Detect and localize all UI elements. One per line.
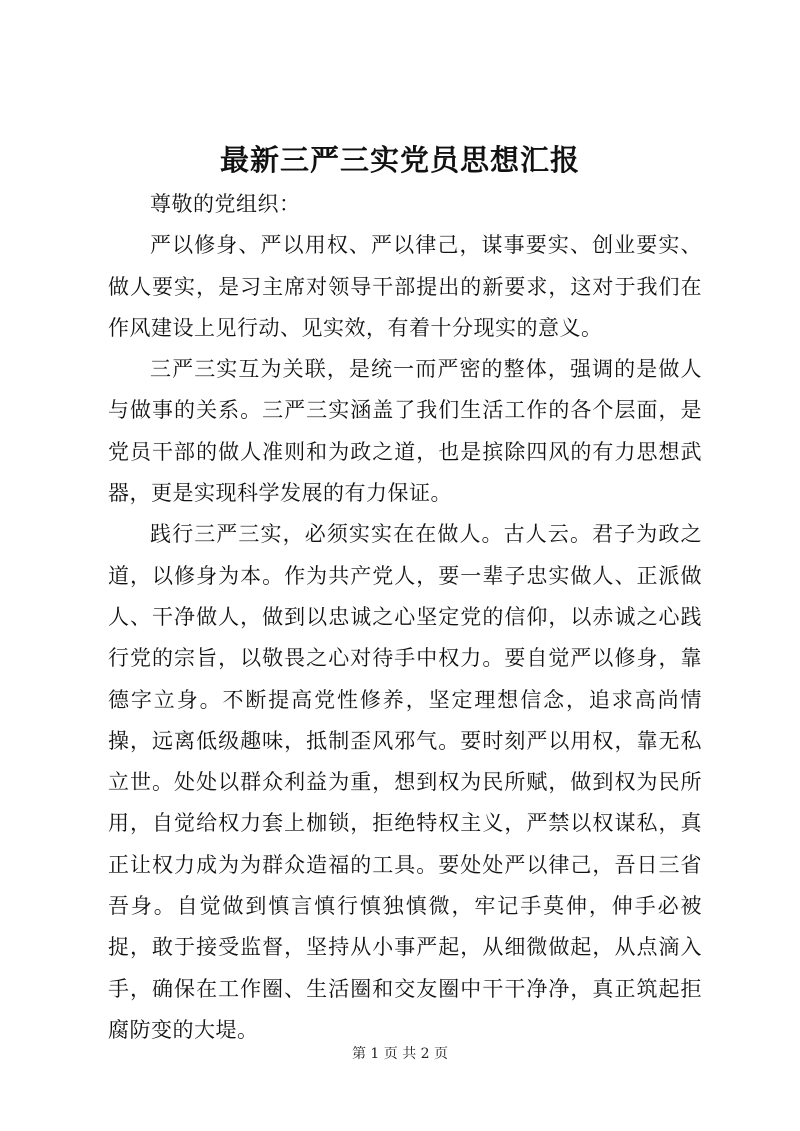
paragraph-1: 严以修身、严以用权、严以律己，谋事要实、创业要实、做人要实，是习主席对领导干部提出的新要求，这对于我们在作风建设上见行动、见实效，有着十分现实的意义。 xyxy=(108,233,702,340)
paragraph-2: 三严三实互为关联，是统一而严密的整体，强调的是做人与做事的关系。三严三实涵盖了我们生活工作的各个层面，是党员干部的做人准则和为政之道，也是摈除四风的有力思想武器，更是实现科学发展的有力保证。 xyxy=(108,357,702,506)
document-body xyxy=(108,184,702,1051)
paragraph-3: 践行三严三实，必须实实在在做人。古人云。君子为政之道，以修身为本。作为共产党人，要一辈子忠实做人、正派做人、干净做人，做到以忠诚之心坚定党的信仰，以赤诚之心践行党的宗旨，以敬畏之心对待手中权力。要自觉严以修身，靠德字立身。不断提高党性修养，坚定理想信念，追求高尚情操，远离低级趣味，抵制歪风邪气。要时刻严以用权，靠无私立世。处处以群众利益为重，想到权为民所赋，做到权为民所用，自觉给权力套上枷锁，拒绝特权主义，严禁以权谋私，真正让权力成为为群众造福的工具。要处处严以律己，吾日三省吾身。自觉做到慎言慎行慎独慎微，牢记手莫伸，伸手必被捉，敢于接受监督，坚持从小事严起，从细微做起，从点滴入手，确保在工作圈、生活圈和交友圈中干干净净，真正筑起拒腐防变的大堤。 xyxy=(108,522,702,1042)
document-title: 最新三严三实党员思想汇报 xyxy=(219,143,580,177)
page-footer: 第 1 页 共 2 页 xyxy=(351,1046,449,1062)
salutation: 尊敬的党组织： xyxy=(150,192,301,216)
